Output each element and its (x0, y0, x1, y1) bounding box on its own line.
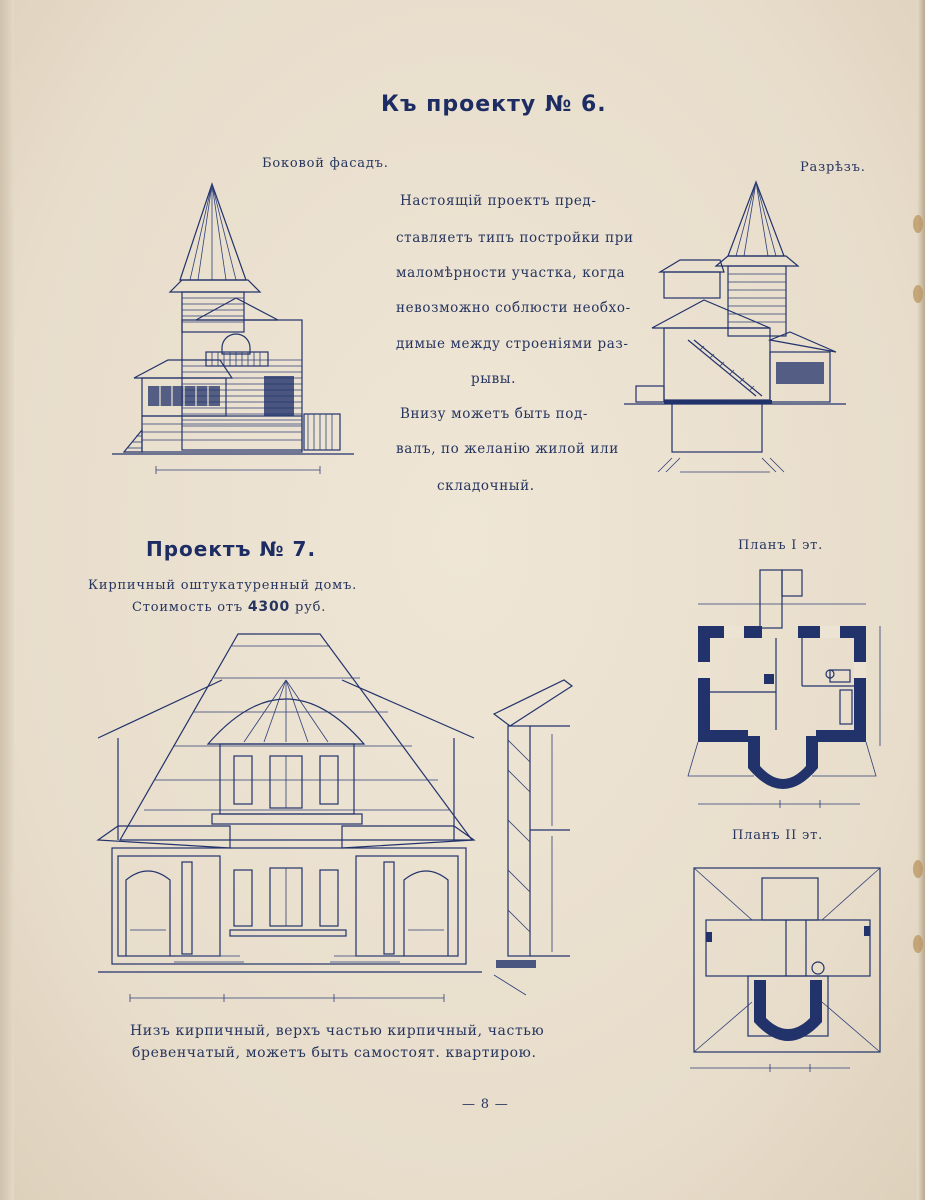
binding-hole (913, 285, 923, 303)
binding-hole (913, 860, 923, 878)
plan1-drawing (680, 566, 890, 826)
paragraph-line: рывы. (471, 371, 517, 387)
section-label: Разрѣзъ. (800, 160, 866, 175)
side-facade-label: Боковой фасадъ. (262, 156, 389, 171)
paragraph-line: невозможно соблюсти необхо- (396, 300, 631, 316)
project6-title: Къ проекту № 6. (381, 92, 607, 117)
project7-title: Проектъ № 7. (146, 537, 317, 561)
paragraph-line: димые между строеніями раз- (396, 336, 629, 352)
paragraph-line: маломѣрности участка, когда (396, 265, 626, 281)
page-right-edge (917, 0, 925, 1200)
plan2-label: Планъ II эт. (732, 828, 824, 843)
paragraph-line: складочный. (437, 478, 535, 494)
cost-line (132, 599, 326, 615)
cost-prefix: Стоимость отъ (132, 600, 243, 615)
section-drawing (620, 180, 850, 485)
side-facade-drawing (108, 180, 358, 485)
project7-description-line: Низъ кирпичный, верхъ частью кирпичный, частью (130, 1023, 545, 1039)
project7-subtitle: Кирпичный оштукатуренный домъ. (88, 578, 358, 593)
page-number: — 8 — (462, 1097, 509, 1112)
paragraph-line: валъ, по желанію жилой или (396, 441, 619, 457)
binding-hole (913, 215, 923, 233)
cost-unit: руб. (295, 600, 327, 615)
paragraph-line: ставляетъ типъ постройки при (396, 230, 634, 246)
binding-hole (913, 935, 923, 953)
plan1-label: Планъ I эт. (738, 538, 824, 553)
paragraph-line: Внизу можетъ быть под- (400, 406, 589, 422)
cost-value: 4300 (247, 599, 291, 615)
page-left-edge (0, 0, 14, 1200)
project7-facade-drawing (94, 630, 574, 1010)
paragraph-line: Настоящій проектъ пред- (400, 193, 597, 209)
plan2-drawing (690, 862, 890, 1082)
project7-description-line: бревенчатый, можетъ быть самостоят. квартирою. (132, 1045, 537, 1061)
